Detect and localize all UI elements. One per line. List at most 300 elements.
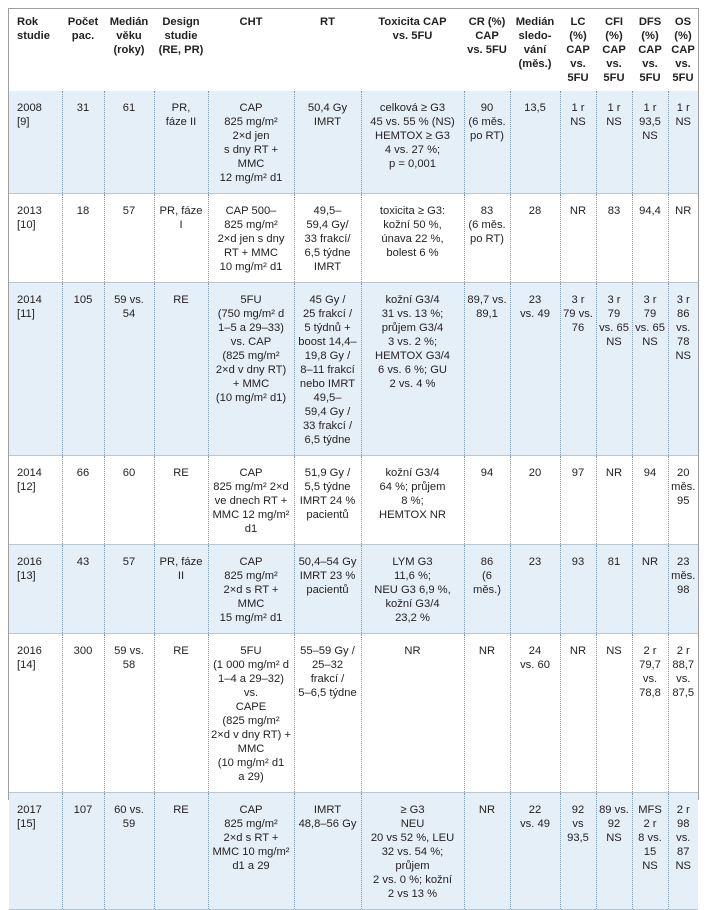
cell-line: 5FU xyxy=(240,294,262,306)
table-cell xyxy=(104,545,154,634)
table-cell xyxy=(560,456,596,545)
cell-line: vs. 5FU xyxy=(392,30,433,42)
cell-line: CAP xyxy=(602,44,626,56)
cell-line: 28 xyxy=(528,205,542,217)
table-cell xyxy=(294,793,361,910)
cell-line: věku xyxy=(116,30,142,42)
cell-line: MMC xyxy=(237,158,265,170)
cell-line: 90 xyxy=(480,102,494,114)
table-cell xyxy=(560,91,596,194)
cell-line: (10 mg/m² d1) xyxy=(215,392,287,404)
table-cell xyxy=(632,283,668,456)
cell-line: NS xyxy=(675,860,692,872)
cell-line: 66 xyxy=(76,467,90,479)
cell-line: 2014 xyxy=(17,467,42,479)
cell-line: p = 0,001 xyxy=(389,158,436,170)
cell-line: NS xyxy=(606,116,622,128)
table-cell xyxy=(361,545,464,634)
cell-line: 2×d jen xyxy=(232,130,270,142)
cell-line: [12] xyxy=(17,481,36,493)
cell-line: II xyxy=(177,570,185,582)
cell-line: (%) xyxy=(674,30,692,42)
cell-line: 23,2 % xyxy=(395,612,430,624)
cell-line: 105 xyxy=(73,294,93,306)
cell-line: HEMTOX NR xyxy=(379,509,446,521)
cell-line: studie xyxy=(17,30,50,42)
table-cell xyxy=(208,456,294,545)
table-cell xyxy=(560,545,596,634)
cell-line: NS xyxy=(642,860,658,872)
cell-line: CAP vs. xyxy=(671,44,695,70)
cell-line: 1–5 a 29–33) xyxy=(218,322,284,334)
cell-line: CR (%) xyxy=(468,16,506,28)
cell-line: vs 93,5 xyxy=(567,818,589,844)
cell-line: 1 r xyxy=(643,102,657,114)
cell-line: 2 r xyxy=(676,804,690,816)
table-cell xyxy=(104,283,154,456)
cell-line: 2×d v dny RT) xyxy=(215,364,287,376)
cell-line: RE xyxy=(173,294,189,306)
cell-line: 89,1 xyxy=(476,308,498,320)
cell-line: PR, xyxy=(171,102,191,114)
column-header xyxy=(632,9,668,91)
cell-line: MMC 10 mg/m² xyxy=(212,846,290,858)
table-cell xyxy=(464,194,510,283)
cell-line: 2016 xyxy=(17,645,42,657)
cell-line: 10 mg/m² d1 xyxy=(219,261,283,273)
cell-line: kožní G3/4 xyxy=(385,467,440,479)
cell-line: 94,4 xyxy=(639,205,661,217)
table-row xyxy=(9,793,698,910)
table-cell xyxy=(9,283,62,456)
cell-line: RE xyxy=(173,645,189,657)
cell-line: [11] xyxy=(17,308,35,320)
table-cell xyxy=(560,634,596,793)
cell-line: 60 xyxy=(122,467,136,479)
cell-line: 45 vs. 55 % (NS) xyxy=(370,116,455,128)
cell-line: HEMTOX G3/4 xyxy=(374,350,451,362)
cell-line: 2 vs. 4 % xyxy=(389,378,436,390)
table-row xyxy=(9,194,698,283)
cell-line: NR xyxy=(478,645,496,657)
cell-line: 2008 xyxy=(17,102,42,114)
cell-line: d1 a 29 xyxy=(232,860,270,872)
cell-line: 3 r xyxy=(571,294,585,306)
cell-line: DFS (%) xyxy=(638,16,662,42)
cell-line: 825 mg/m² xyxy=(224,219,278,231)
table-cell xyxy=(668,793,698,910)
cell-line: NS xyxy=(642,130,658,142)
cell-line: NR xyxy=(641,556,659,568)
cell-line: 3 r xyxy=(607,294,621,306)
cell-line: vs. 78,8 xyxy=(639,673,661,699)
table-cell xyxy=(668,194,698,283)
cell-line: 79 xyxy=(643,308,657,320)
column-header xyxy=(62,9,104,91)
cell-line: 18 xyxy=(76,205,90,217)
cell-line: 59,4 Gy/ xyxy=(306,219,349,231)
cell-line: CAPE xyxy=(235,701,267,713)
cell-line: 51,9 Gy / xyxy=(304,467,351,479)
cell-line: 2013 xyxy=(17,205,42,217)
header-row xyxy=(9,9,698,91)
cell-line: (6 měs.) xyxy=(473,570,501,596)
cell-line: Počet xyxy=(67,16,99,28)
cell-line: [14] xyxy=(17,659,36,671)
cell-line: 11,6 %; xyxy=(393,570,432,582)
table-cell xyxy=(104,634,154,793)
cell-line: 59,4 Gy / xyxy=(304,406,351,418)
cell-line: CAP xyxy=(239,102,263,114)
cell-line: 5FU xyxy=(639,72,661,84)
table-cell xyxy=(62,456,104,545)
cell-line: 61 xyxy=(122,102,136,114)
cell-line: 2×d s RT + xyxy=(223,584,279,596)
cell-line: IMRT xyxy=(313,261,342,273)
cell-line: 20 xyxy=(677,467,690,479)
table-row xyxy=(9,634,698,793)
cell-line: vs. xyxy=(606,58,622,70)
table-cell xyxy=(510,283,560,456)
cell-line: 49,5– xyxy=(313,392,342,404)
table-row xyxy=(9,456,698,545)
cell-line: (10 mg/m² d1 xyxy=(217,757,285,769)
cell-line: 825 mg/m² xyxy=(224,818,278,830)
cell-line: 94 xyxy=(643,467,657,479)
cell-line: bolest 6 % xyxy=(386,247,439,259)
table-cell xyxy=(632,793,668,910)
table-cell xyxy=(668,91,698,194)
cell-line: fáze II xyxy=(165,116,197,128)
cell-line: 5FU xyxy=(603,72,625,84)
cell-line: únava 22 %, xyxy=(381,233,444,245)
table-row xyxy=(9,283,698,456)
cell-line: 8 %; xyxy=(401,495,424,507)
cell-line: 1 r xyxy=(676,102,690,114)
cell-line: 81 xyxy=(607,556,621,568)
table-cell xyxy=(510,456,560,545)
table-cell xyxy=(294,283,361,456)
table-cell xyxy=(104,793,154,910)
cell-line: IMRT xyxy=(313,116,342,128)
cell-line: 92 xyxy=(571,804,585,816)
table-cell xyxy=(560,793,596,910)
cell-line: ve dnech RT + xyxy=(214,495,288,507)
cell-line: RT + MMC xyxy=(224,247,278,259)
cell-line: NS xyxy=(606,645,622,657)
table-frame xyxy=(8,8,699,900)
table-cell xyxy=(294,456,361,545)
table-cell xyxy=(208,283,294,456)
table-body xyxy=(9,91,698,910)
cell-line: s dny RT + xyxy=(224,144,278,156)
cell-line: 3 vs. 2 %; xyxy=(387,336,438,348)
cell-line: pacientů xyxy=(306,509,349,521)
cell-line: po RT) xyxy=(470,233,504,245)
cell-line: 95 xyxy=(677,495,690,507)
cell-line: RE xyxy=(173,467,189,479)
column-header xyxy=(361,9,464,91)
cell-line: 5FU xyxy=(240,645,262,657)
cell-line: 1–4 a 29–32) vs. xyxy=(218,673,284,699)
cell-line: průjem xyxy=(395,860,430,872)
cell-line: HEMTOX ≥ G3 xyxy=(375,130,450,142)
table-cell xyxy=(510,545,560,634)
table-cell xyxy=(596,634,632,793)
table-cell xyxy=(208,545,294,634)
table-cell xyxy=(361,283,464,456)
cell-line: kožní G3/4 xyxy=(385,598,440,610)
cell-line: toxicita ≥ G3: xyxy=(379,205,446,217)
cell-line: 98 vs. xyxy=(676,818,691,844)
table-cell xyxy=(154,194,208,283)
table-cell xyxy=(361,793,464,910)
cell-line: 15 mg/m² d1 xyxy=(219,612,283,624)
table-cell xyxy=(62,194,104,283)
cell-line: 83 xyxy=(480,205,494,217)
cell-line: + MMC xyxy=(232,378,270,390)
cell-line: Design xyxy=(162,16,200,28)
table-cell xyxy=(294,91,361,194)
cell-line: pac. xyxy=(71,30,95,42)
table-cell xyxy=(294,634,361,793)
cell-line: CAP xyxy=(638,44,662,56)
table-cell xyxy=(104,456,154,545)
cell-line: 55–59 Gy / xyxy=(300,645,355,657)
cell-line: CHT xyxy=(239,16,263,28)
column-header xyxy=(560,9,596,91)
cell-line: 5,5 týdne xyxy=(304,481,351,493)
cell-line: MMC xyxy=(237,743,265,755)
cell-line: 32 vs. 54 %; xyxy=(381,846,444,858)
table-row xyxy=(9,91,698,194)
cell-line: ≥ G3 xyxy=(400,804,425,816)
cell-line: 83 xyxy=(607,205,621,217)
cell-line: vs. 87,5 xyxy=(672,673,695,699)
table-cell xyxy=(9,793,62,910)
column-header xyxy=(9,9,62,91)
table-cell xyxy=(560,283,596,456)
cell-line: 33 frakcí/ xyxy=(304,233,351,245)
table-cell xyxy=(9,634,62,793)
table-cell xyxy=(208,91,294,194)
table-cell xyxy=(62,793,104,910)
table-cell xyxy=(510,634,560,793)
column-header xyxy=(464,9,510,91)
cell-line: IMRT xyxy=(313,804,342,816)
cell-line: 97 xyxy=(571,467,585,479)
cell-line: 8 vs. 15 xyxy=(638,832,662,858)
cell-line: sledo- xyxy=(518,30,552,42)
cell-line: NS xyxy=(642,336,658,348)
table-cell xyxy=(632,194,668,283)
cell-line: 825 mg/m² xyxy=(224,570,278,582)
cell-line: vs. 49 xyxy=(520,308,550,320)
cell-line: 300 xyxy=(73,645,93,657)
cell-line: Rok xyxy=(17,16,39,28)
cell-line: (měs.) xyxy=(518,58,552,70)
table-cell xyxy=(208,793,294,910)
cell-line: vs. 60 xyxy=(520,659,550,671)
table-cell xyxy=(668,456,698,545)
table-cell xyxy=(596,283,632,456)
table-cell xyxy=(464,283,510,456)
cell-line: pacientů xyxy=(306,584,349,596)
cell-line: 2×d v dny RT) + xyxy=(210,729,291,741)
cell-line: 86 vs. xyxy=(676,308,691,334)
cell-line: NR xyxy=(569,645,587,657)
cell-line: 57 xyxy=(122,556,136,568)
cell-line: 94 xyxy=(480,467,494,479)
cell-line: [13] xyxy=(17,570,36,582)
cell-line: 23 xyxy=(528,294,542,306)
cell-line: 92 xyxy=(607,818,621,830)
cell-line: 2 vs. 0 %; kožní xyxy=(373,874,452,886)
cell-line: 22 xyxy=(528,804,542,816)
table-cell xyxy=(632,634,668,793)
column-header xyxy=(510,9,560,91)
cell-line: (825 mg/m² xyxy=(222,350,280,362)
cell-line: 20 vs 52 %, LEU xyxy=(370,832,455,844)
cell-line: (750 mg/m² d xyxy=(217,308,285,320)
table-cell xyxy=(154,545,208,634)
cell-line: 5 týdnů + xyxy=(304,322,351,334)
cell-line: NR xyxy=(404,645,421,657)
table-cell xyxy=(668,634,698,793)
cell-line: CFI (%) xyxy=(604,16,624,42)
cell-line: 98 xyxy=(677,584,690,596)
table-cell xyxy=(104,91,154,194)
table-cell xyxy=(596,91,632,194)
cell-line: 5FU xyxy=(567,72,589,84)
cell-line: NS xyxy=(606,336,622,348)
cell-line: po RT) xyxy=(470,130,504,142)
cell-line: Medián xyxy=(109,16,149,28)
table-cell xyxy=(208,634,294,793)
cell-line: 25–32 xyxy=(311,659,344,671)
cell-line: nebo IMRT xyxy=(299,378,356,390)
cell-line: měs. xyxy=(671,481,696,493)
cell-line: 50,4–54 Gy xyxy=(298,556,357,568)
cell-line: CAP xyxy=(239,556,263,568)
cell-line: PR, fáze xyxy=(159,556,203,568)
cell-line: vs. xyxy=(642,58,658,70)
cell-line: 89 vs. xyxy=(599,804,629,816)
cell-line: vs. 65 xyxy=(635,322,665,334)
table-cell xyxy=(668,545,698,634)
cell-line: 20 xyxy=(528,467,542,479)
table-cell xyxy=(154,634,208,793)
cell-line: 2 r 79,7 xyxy=(639,645,661,671)
cell-line: NEU xyxy=(400,818,425,830)
cell-line: 86 xyxy=(480,556,494,568)
cell-line: 2×d jen s dny xyxy=(217,233,285,245)
cell-line: MFS xyxy=(638,804,662,816)
cell-line: 2017 xyxy=(17,804,42,816)
table-cell xyxy=(464,456,510,545)
table-cell xyxy=(632,91,668,194)
table-cell xyxy=(62,283,104,456)
cell-line: 48,8–56 Gy xyxy=(298,818,357,830)
cell-line: frakcí / xyxy=(310,673,345,685)
cell-line: RE xyxy=(173,804,189,816)
cell-line: 60 vs. 59 xyxy=(114,804,144,830)
table-cell xyxy=(596,793,632,910)
cell-line: (6 měs. xyxy=(468,219,506,231)
cell-line: 1 r xyxy=(607,102,621,114)
cell-line: vs. 65 xyxy=(599,322,629,334)
cell-line: OS xyxy=(674,16,692,28)
cell-line: 2×d s RT + xyxy=(223,832,279,844)
column-header xyxy=(294,9,361,91)
table-cell xyxy=(154,456,208,545)
cell-line: CAP xyxy=(239,467,263,479)
cell-line: 49,5– xyxy=(313,205,342,217)
cell-line: 8–11 frakcí xyxy=(300,364,355,376)
cell-line: Medián xyxy=(515,16,555,28)
cell-line: [10] xyxy=(17,219,36,231)
table-cell xyxy=(361,456,464,545)
cell-line: 3 r xyxy=(676,294,690,306)
cell-line: (roky) xyxy=(113,44,145,56)
table-cell xyxy=(464,793,510,910)
cell-line: 87 xyxy=(677,846,690,858)
cell-line: 33 frakcí / xyxy=(302,420,353,432)
cell-line: 45 Gy / xyxy=(309,294,346,306)
cell-line: 64 %; průjem xyxy=(379,481,446,493)
cell-line: LYM G3 xyxy=(392,556,433,568)
cell-line: 6,5 týdne xyxy=(304,434,351,446)
cell-line: a 29) xyxy=(238,771,264,783)
column-header xyxy=(208,9,294,91)
cell-line: d1 xyxy=(244,523,258,535)
cell-line: NEU G3 6,9 %, xyxy=(374,584,451,596)
table-cell xyxy=(9,545,62,634)
cell-line: 89,7 vs. xyxy=(467,294,507,306)
column-header xyxy=(596,9,632,91)
table-cell xyxy=(464,545,510,634)
cell-line: NR xyxy=(675,205,692,217)
cell-line: 3 r xyxy=(643,294,657,306)
table-cell xyxy=(361,194,464,283)
table-cell xyxy=(9,456,62,545)
table-cell xyxy=(596,456,632,545)
cell-line: NR xyxy=(605,467,623,479)
cell-line: 24 xyxy=(528,645,542,657)
cell-line: 2014 xyxy=(17,294,42,306)
cell-line: vání xyxy=(523,44,547,56)
cell-line: 78 NS xyxy=(675,336,692,362)
cell-line: 19,8 Gy / xyxy=(304,350,351,362)
cell-line: 79 vs. 76 xyxy=(563,308,593,334)
table-row xyxy=(9,545,698,634)
cell-line: 1 r xyxy=(571,102,585,114)
cell-line: 25 frakcí / xyxy=(302,308,353,320)
cell-line: měs. xyxy=(671,570,696,582)
cell-line: 5FU xyxy=(672,72,694,84)
cell-line: 2 r xyxy=(643,818,657,830)
cell-line: 107 xyxy=(73,804,93,816)
cell-line: (6 měs. xyxy=(468,116,506,128)
cell-line: NS xyxy=(675,116,692,128)
cell-line: 5–6,5 týdne xyxy=(298,687,357,699)
cell-line: kožní G3/4 xyxy=(385,294,440,306)
cell-line: (825 mg/m² xyxy=(222,715,280,727)
cell-line: NR xyxy=(478,804,496,816)
cell-line: LC (%) xyxy=(569,16,587,42)
cell-line: MMC xyxy=(237,598,265,610)
cell-line: IMRT 23 % xyxy=(299,570,356,582)
